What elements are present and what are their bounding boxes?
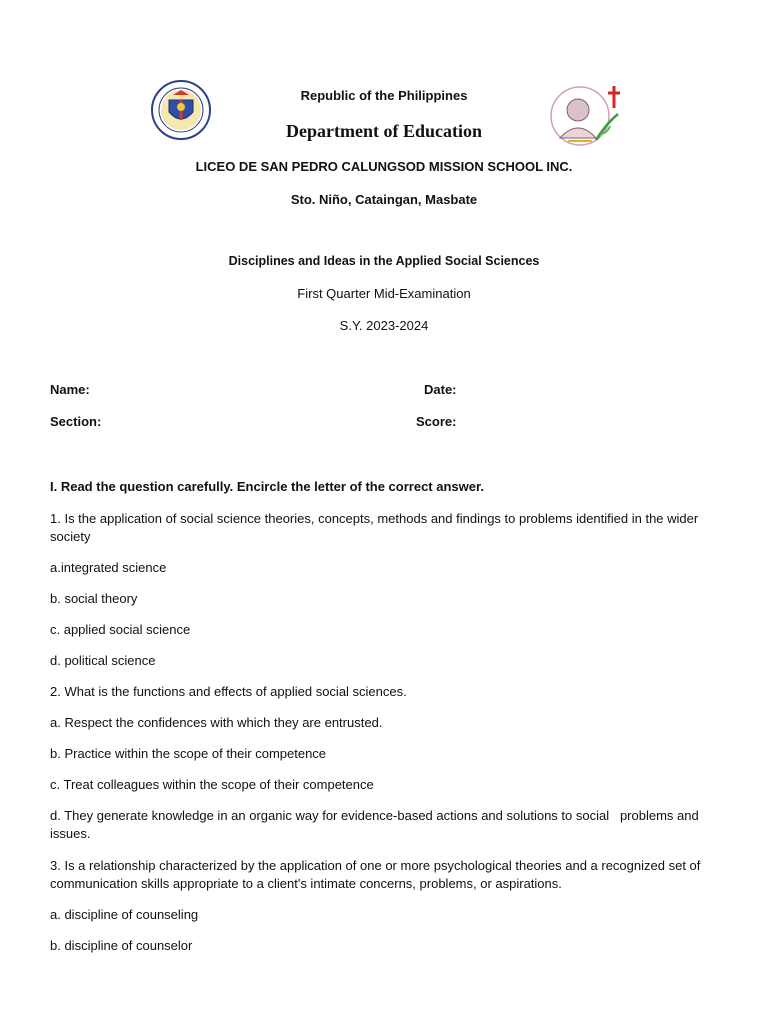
school-name: LICEO DE SAN PEDRO CALUNGSOD MISSION SCHOOL INC. — [195, 159, 573, 174]
question-2-option-d: d. They generate knowledge in an organic way for evidence-based actions and solutions to social problems and issues. — [50, 808, 703, 841]
question-1-option-d: d. political science — [50, 653, 156, 668]
score-field-label: Score: — [416, 414, 457, 429]
question-2-option-a: a. Respect the confidences with which they are entrusted. — [50, 715, 383, 730]
name-field-label: Name: — [50, 382, 90, 397]
question-3-option-a: a. discipline of counseling — [50, 907, 199, 922]
question-2-option-b: b. Practice within the scope of their competence — [50, 746, 327, 761]
school-year: S.Y. 2023-2024 — [339, 318, 429, 333]
question-3-stem: 3. Is a relationship characterized by the application of one or more psychological theories and a recognized set of communication skills appropriate to a client's intimate concerns, problems, or aspirations. — [50, 858, 701, 891]
question-3-option-b: b. discipline of counselor — [50, 938, 193, 953]
question-2-stem: 2. What is the functions and effects of applied social sciences. — [50, 684, 407, 699]
date-field-label: Date: — [424, 382, 457, 397]
question-2-option-c: c. Treat colleagues within the scope of their competence — [50, 777, 374, 792]
question-1-option-c: c. applied social science — [50, 622, 191, 637]
instructions: I. Read the question carefully. Encircle the letter of the correct answer. — [50, 479, 484, 494]
exam-title: First Quarter Mid-Examination — [297, 286, 471, 301]
section-field-label: Section: — [50, 414, 102, 429]
school-address: Sto. Niño, Cataingan, Masbate — [290, 192, 478, 207]
question-1-option-b: b. social theory — [50, 591, 138, 606]
question-1-option-a: a.integrated science — [50, 560, 167, 575]
question-1-stem: 1. Is the application of social science theories, concepts, methods and findings to problems identified in the wider society — [50, 511, 699, 544]
department-title: Department of Education — [286, 121, 482, 141]
republic-label: Republic of the Philippines — [300, 88, 468, 103]
subject-title: Disciplines and Ideas in the Applied Social Sciences — [228, 254, 540, 268]
